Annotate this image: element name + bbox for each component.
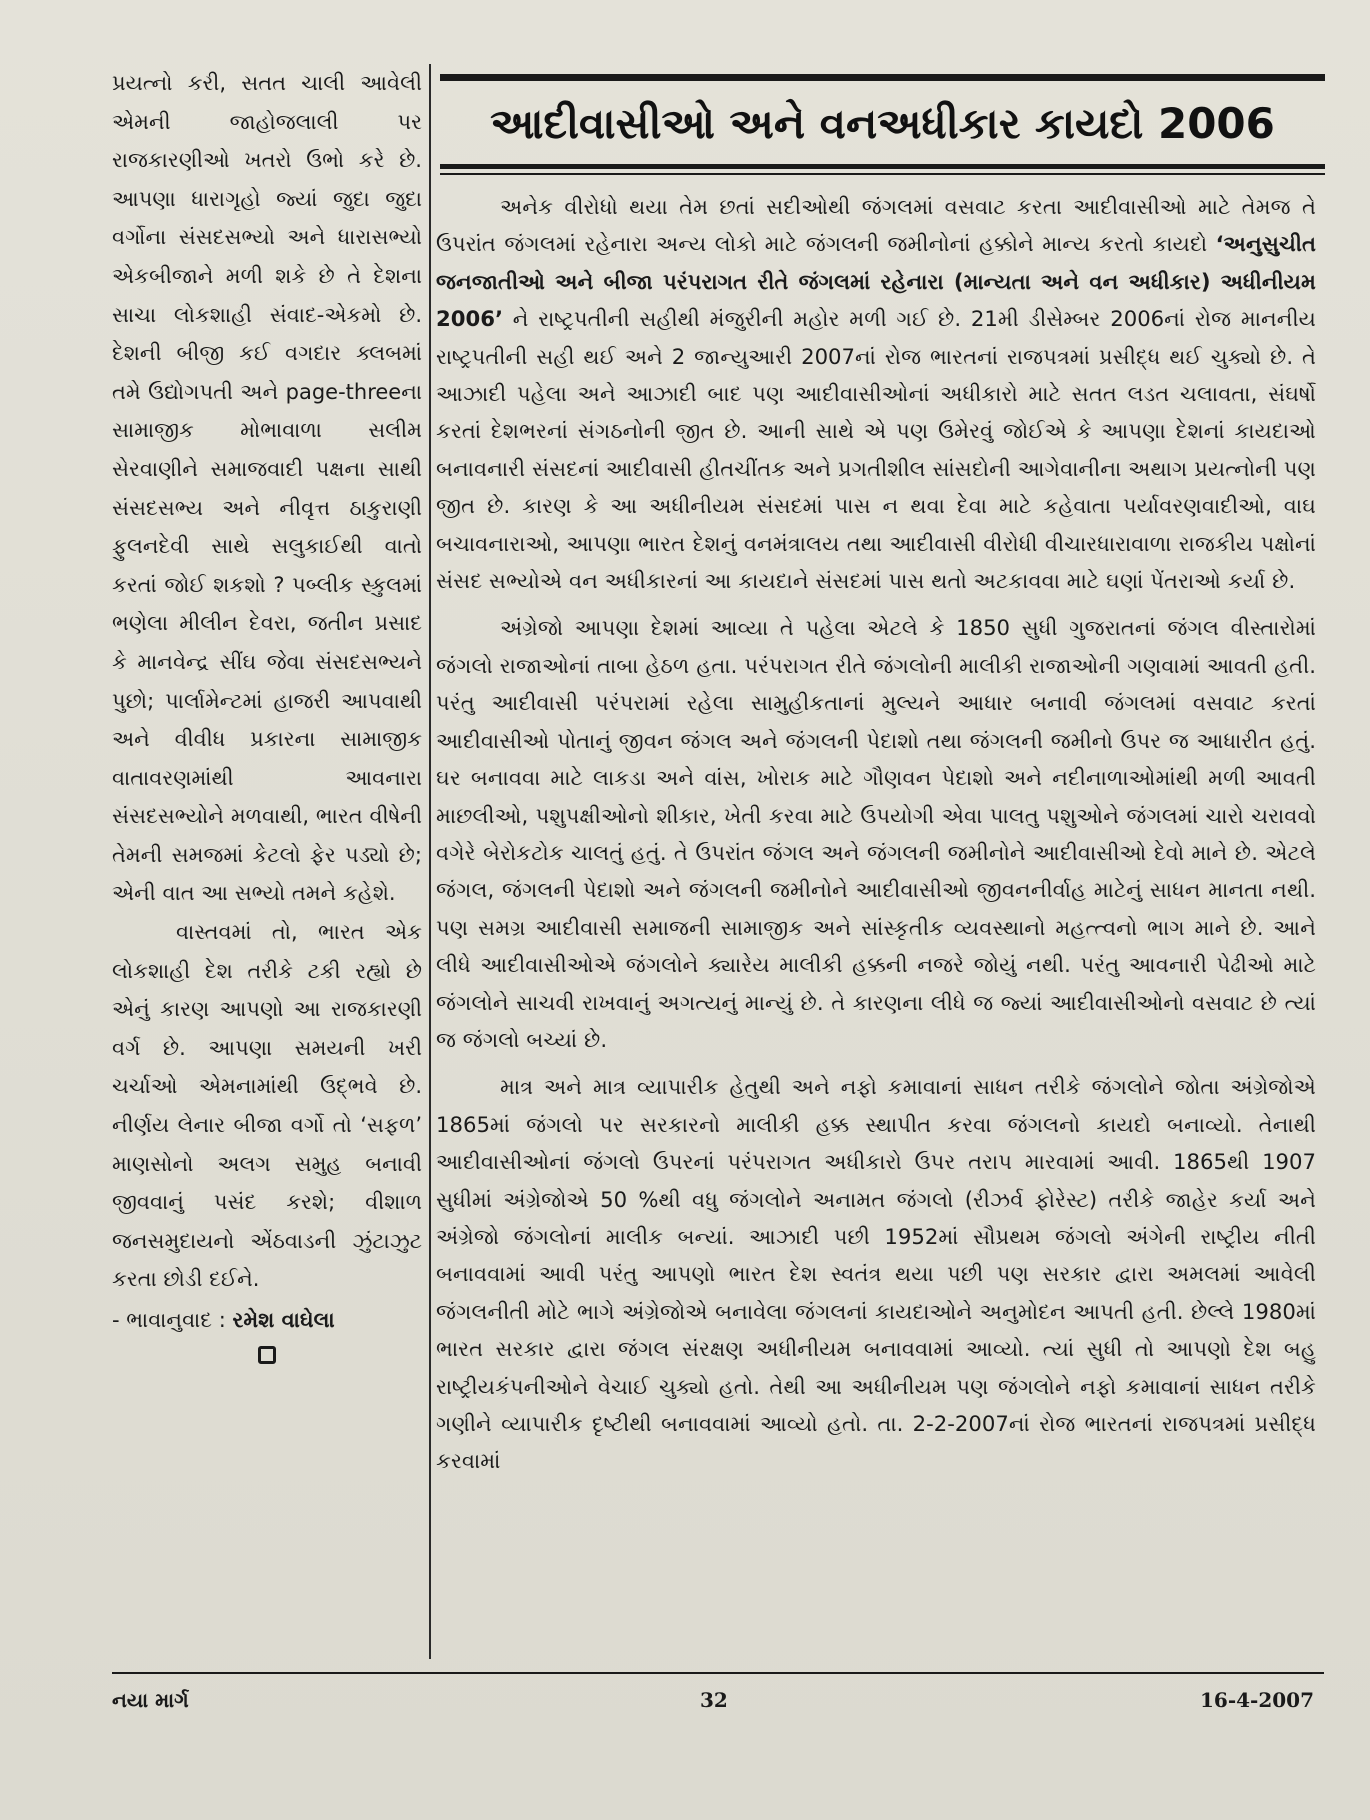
footer-page-number: 32 bbox=[700, 1688, 728, 1712]
title-rule-bottom bbox=[440, 164, 1325, 175]
act-name-bold: ‘અનુસુચીત જનજાતીઓ અને બીજા પરંપરાગત રીતે જંગલમાં રહેનારા (માન્યતા અને વન અધીકાર) અધીનીયમ 2006’ bbox=[436, 231, 1316, 332]
p1-text-end: ને રાષ્ટ્રપતીની સહીથી મંજુરીની મહોર મળી ગઈ છે. 21મી ડીસેમ્બર 2006નાં રોજ માનનીય રાષ્ટ્રપતીની સહી થઈ અને 2 જાન્યુઆરી 2007નાં રોજ ભારતનાં રાજપત્રમાં પ્રસીદ્ધ થઈ ચુક્યો છે. તે આઝાદી પહેલા અને આઝાદી બાદ પણ આદીવાસીઓનાં અધીકારો માટે સતત લડત ચલાવતા, સંઘર્ષો કરતાં દેશભરનાં સંગઠનોની જીત છે. આની સાથે એ પણ ઉમેરવું જોઈએ કે આપણા દેશનાં કાયદાઓ બનાવનારી સંસદનાં આદીવાસી હીતચીંતક અને પ્રગતીશીલ સાંસદોની આગેવાનીના અથાગ પ્રયત્નોની પણ જીત છે. કારણ કે આ અધીનીયમ સંસદમાં પાસ ન થવા દેવા માટે કહેવાતા પર્યાવરણવાદીઓ, વાઘ બચાવનારાઓ, આપણા ભારત દેશનું વનમંત્રાલય તથા આદીવાસી વીરોધી વીચારધારાવાળા રાજકીય પક્ષોનાં સંસદ સભ્યોએ વન અધીકારનાં આ કાયદાને સંસદમાં પાસ થતો અટકાવવા માટે ઘણાં પેંતરાઓ કર્યા છે. bbox=[436, 306, 1316, 594]
left-paragraph-1: પ્રયત્નો કરી, સતત ચાલી આવેલી એમની જાહોજલાલી પર રાજકારણીઓ ખતરો ઉભો કરે છે. આપણા ધારાગૃહો જ્યાં જુદા જુદા વર્ગોના સંસદસભ્યો અને ધારાસભ્યો એકબીજાને મળી શકે છે તે દેશના સાચા લોકશાહી સંવાદ-એકમો છે. દેશની બીજી કઈ વગદાર ક્લબમાં તમે ઉદ્યોગપતી અને page-threeના સામાજીક મોભાવાળા સલીમ સેરવાણીને સમાજવાદી પક્ષના સાથી સંસદસભ્ય અને નીવૃત્ત ઠાકુરાણી ફુલનદેવી સાથે સલુકાઈથી વાતો કરતાં જોઈ શકશો ? પબ્લીક સ્કુલમાં ભણેલા મીલીન દેવરા, જતીન પ્રસાદ કે માનવેન્દ્ર સીંઘ જેવા સંસદસભ્યને પુછો; પાર્લામેન્ટમાં હાજરી આપવાથી અને વીવીધ પ્રકારના સામાજીક વાતાવરણમાંથી આવનારા સંસદસભ્યોને મળવાથી, ભારત વીષેની તેમની સમજમાં કેટલો ફેર પડ્યો છે; એની વાત આ સભ્યો તમને કહેશે. bbox=[112, 71, 422, 906]
translator-label: - ભાવાનુવાદ : bbox=[112, 1308, 233, 1332]
article-body bbox=[436, 188, 1316, 1668]
p1-text-start: અનેક વીરોધો થયા તેમ છતાં સદીઓથી જંગલમાં વસવાટ કરતા આદીવાસીઓ માટે તેમજ તે ઉપરાંત જંગલમાં રહેનારા અન્ય લોકો માટે જંગલની જમીનોનાં હક્કોને માન્ય કરતો કાયદો bbox=[436, 194, 1316, 257]
end-of-article-square-icon bbox=[258, 1346, 276, 1364]
title-rule-top bbox=[440, 70, 1325, 81]
article-paragraph-2: અંગ્રેજો આપણા દેશમાં આવ્યા તે પહેલા એટલે કે 1850 સુધી ગુજરાતનાં જંગલ વીસ્તારોમાં જંગલો રાજાઓનાં તાબા હેઠળ હતા. પરંપરાગત રીતે જંગલોની માલીકી રાજાઓની ગણવામાં આવતી હતી. પરંતુ આદીવાસી પરંપરામાં રહેલા સામુહીકતાનાં મુલ્યને આધાર બનાવી જંગલમાં વસવાટ કરતાં આદીવાસીઓ પોતાનું જીવન જંગલ અને જંગલની પેદાશો તથા જંગલની જમીનો ઉપર જ આધારીત હતું. ઘર બનાવવા માટે લાકડા અને વાંસ, ખોરાક માટે ગૌણવન પેદાશો અને નદીનાળાઓમાંથી મળી આવતી માછલીઓ, પશુપક્ષીઓનો શીકાર, ખેતી કરવા માટે ઉપયોગી એવા પાલતુ પશુઓને જંગલમાં ચારો ચરાવવો વગેરે બેરોકટોક ચાલતું હતું. તે ઉપરાંત જંગલ અને જંગલની જમીનોને આદીવાસીઓ દેવો માને છે. એટલે જંગલ, જંગલની પેદાશો અને જંગલની જમીનોને આદીવાસીઓ જીવનનીર્વાહ માટેનું સાધન માનતા નથી. પણ સમગ્ર આદીવાસી સમાજની સામાજીક અને સાંસ્કૃતીક વ્યવસ્થાનો મહત્ત્વનો ભાગ માને છે. આને લીધે આદીવાસીઓએ જંગલોને ક્યારેય માલીકી હક્કની નજરે જોયું નથી. પરંતુ આવનારી પેઢીઓ માટે જંગલોને સાચવી રાખવાનું અગત્યનું માન્યું છે. તે કારણના લીધે જ જ્યાં આદીવાસીઓનો વસવાટ છે ત્યાં જ જંગલો બચ્યાં છે. bbox=[436, 615, 1316, 1052]
footer-publication-name: નયા માર્ગ bbox=[112, 1688, 189, 1712]
article-title: આદીવાસીઓ અને વનઅધીકાર કાયદો 2006 bbox=[490, 99, 1275, 148]
column-divider bbox=[429, 64, 431, 1659]
article-paragraph-3: માત્ર અને માત્ર વ્યાપારીક હેતુથી અને નફો કમાવાનાં સાધન તરીકે જંગલોને જોતા અંગ્રેજોએ 1865માં જંગલો પર સરકારનો માલીકી હક્ક સ્થાપીત કરવા જંગલનો કાયદો બનાવ્યો. તેનાથી આદીવાસીઓનાં જંગલો ઉપરનાં પરંપરાગત અધીકારો ઉપર તરાપ મારવામાં આવી. 1865થી 1907 સુધીમાં અંગ્રેજોએ 50 %થી વધુ જંગલોને અનામત જંગલો (રીઝર્વ ફોરેસ્ટ) તરીકે જાહેર કર્યા અને અંગ્રેજો જંગલોનાં માલીક બન્યાં. આઝાદી પછી 1952માં સૌપ્રથમ જંગલો અંગેની રાષ્ટ્રીય નીતી બનાવવામાં આવી પરંતુ આપણો ભારત દેશ સ્વતંત્ર થયા પછી પણ સરકાર દ્વારા અમલમાં આવેલી જંગલનીતી મોટે ભાગે અંગ્રેજોએ બનાવેલા જંગલનાં કાયદાઓને અનુમોદન આપતી હતી. છેલ્લે 1980માં ભારત સરકાર દ્વારા જંગલ સંરક્ષણ અધીનીયમ બનાવવામાં આવ્યો. ત્યાં સુધી તો આપણો દેશ બહુ રાષ્ટ્રીયકંપનીઓને વેચાઈ ચુક્યો હતો. તેથી આ અધીનીયમ પણ જંગલોને નફો કમાવાનાં સાધન તરીકે ગણીને વ્યાપારીક દૃષ્ટીથી બનાવવામાં આવ્યો હતો. તા. 2-2-2007નાં રોજ ભારતનાં રાજપત્રમાં પ્રસીદ્ધ કરવામાં bbox=[436, 1074, 1316, 1474]
left-paragraph-2: વાસ્તવમાં તો, ભારત એક લોકશાહી દેશ તરીકે ટકી રહ્યો છે એનું કારણ આપણો આ રાજકારણી વર્ગ છે. આપણા સમયની ખરી ચર્ચાઓ એમનામાંથી ઉદ્ભવે છે. નીર્ણય લેનાર બીજા વર્ગો તો ‘સફળ’ માણસોનો અલગ સમુહ બનાવી જીવવાનું પસંદ કરશે; વીશાળ જનસમુદાયનો એંઠવાડની ઝુંટાઝુટ કરતા છોડી દઈને. bbox=[112, 920, 422, 1292]
footer-date: 16-4-2007 bbox=[1200, 1688, 1315, 1712]
article-paragraph-1 bbox=[436, 188, 1316, 599]
left-column-continuation bbox=[112, 64, 422, 1714]
translator-credit bbox=[112, 1301, 422, 1340]
footer-rule bbox=[112, 1672, 1324, 1674]
translator-name: રમેશ વાઘેલા bbox=[232, 1308, 335, 1332]
